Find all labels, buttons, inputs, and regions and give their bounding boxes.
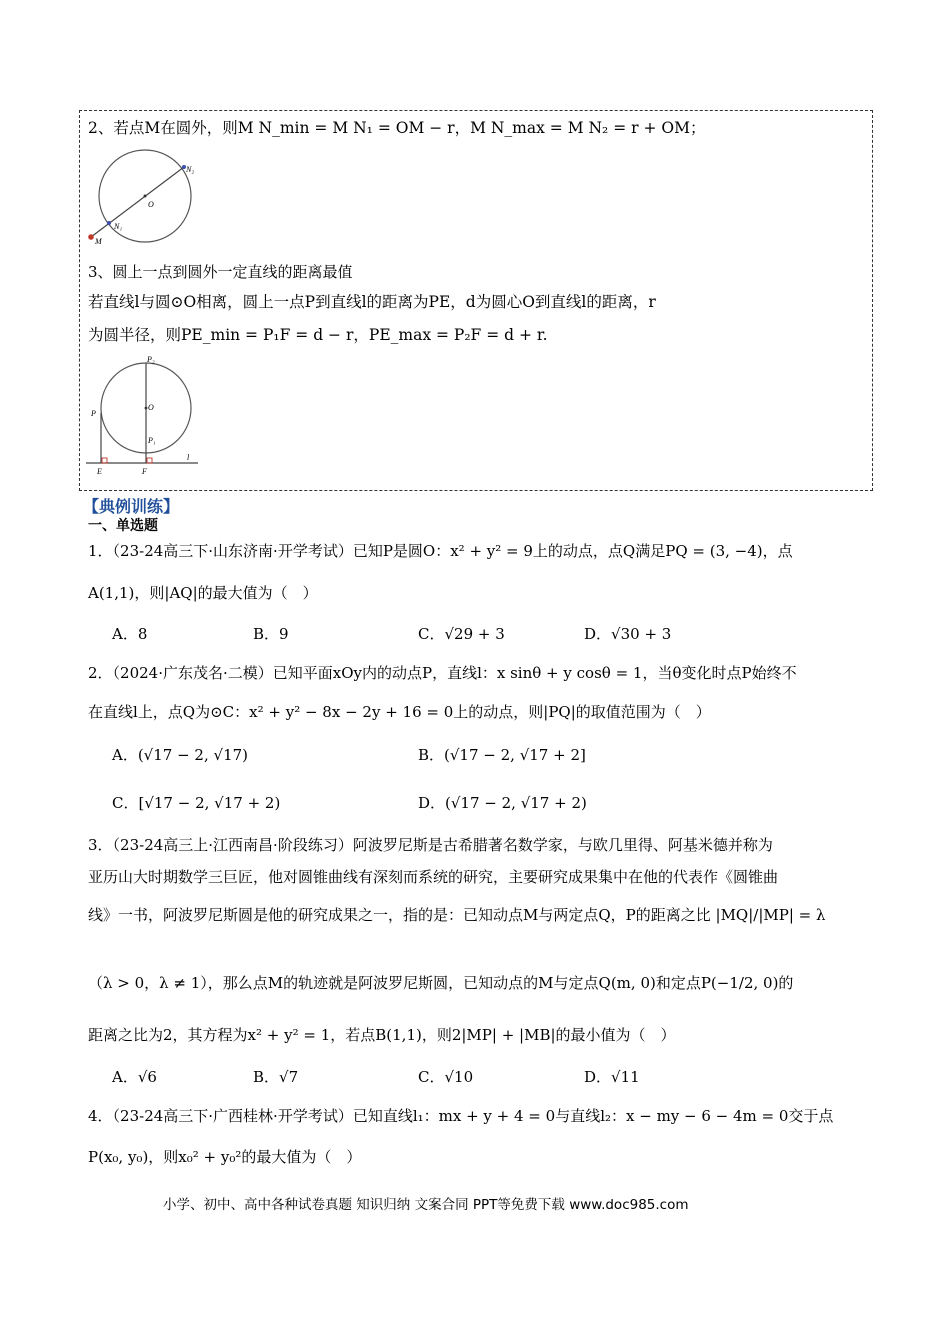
figure-point-outside-circle bbox=[82, 145, 202, 250]
label-o: O bbox=[148, 200, 154, 209]
figure-circle-line-distance bbox=[84, 350, 204, 478]
q3-option-d: D．√11 bbox=[584, 1068, 640, 1086]
q2-line2: 在直线l上，点Q为⊙C：x² + y² − 8x − 2y + 16 = 0上的动点，则|PQ|的取值范围为（ ） bbox=[88, 703, 711, 721]
q3-line1: 3．（23-24高三上·江西南昌·阶段练习）阿波罗尼斯是古希腊著名数学家，与欧几里得、阿基米德并称为 bbox=[88, 836, 773, 854]
q4-line1: 4．（23-24高三下·广西桂林·开学考试）已知直线l₁：mx + y + 4 = 0与直线l₂：x − my − 6 − 4m = 0交于点 bbox=[88, 1107, 834, 1125]
label-p2: P₂ bbox=[147, 355, 155, 364]
q2-option-d: D．(√17 − 2, √17 + 2) bbox=[418, 794, 587, 812]
box-item-3-title: 3、圆上一点到圆外一定直线的距离最值 bbox=[88, 263, 353, 281]
label-p: P bbox=[91, 409, 96, 418]
q3-line5: 距离之比为2，其方程为x² + y² = 1，若点B(1,1)，则2|MP| + |MB|的最小值为（ ） bbox=[88, 1026, 676, 1044]
section-title: 【典例训练】 bbox=[83, 497, 180, 516]
box-item-2: 2、若点M在圆外，则M N_min = M N₁ = OM − r，M N_max = M N₂ = r + OM； bbox=[88, 119, 706, 137]
label-m: M bbox=[95, 237, 102, 246]
center-o bbox=[145, 407, 148, 410]
q3-line4: （λ > 0，λ ≠ 1），那么点M的轨迹就是阿波罗尼斯圆，已知动点的M与定点Q(m, 0)和定点P(−1/2, 0)的 bbox=[88, 974, 794, 992]
q1-option-d: D．√30 + 3 bbox=[584, 625, 672, 643]
q3-option-c: C．√10 bbox=[418, 1068, 474, 1086]
line-m-n2 bbox=[91, 167, 184, 237]
q1-line1: 1．（23-24高三下·山东济南·开学考试）已知P是圆O：x² + y² = 9上的动点，点Q满足PQ = (3, −4)，点 bbox=[88, 542, 793, 560]
label-o: O bbox=[148, 403, 154, 412]
q1-option-a: A．8 bbox=[112, 625, 148, 643]
right-angle-f bbox=[147, 458, 152, 463]
point-m bbox=[88, 234, 94, 240]
q2-option-a: A．(√17 − 2, √17) bbox=[112, 746, 249, 764]
box-item-3-line2: 为圆半径，则PE_min = P₁F = d − r，PE_max = P₂F = d + r. bbox=[88, 326, 548, 344]
label-n2: N₂ bbox=[186, 165, 195, 174]
right-angle-e bbox=[102, 458, 107, 463]
label-n1: N₁ bbox=[114, 222, 123, 231]
q2-option-c: C．[√17 − 2, √17 + 2) bbox=[112, 794, 281, 812]
point-n1 bbox=[107, 221, 111, 225]
footer-text: 小学、初中、高中各种试卷真题 知识归纳 文案合同 PPT等免费下载 www.doc985.com bbox=[163, 1197, 689, 1213]
label-e: E bbox=[97, 467, 102, 476]
label-l: l bbox=[187, 453, 190, 462]
q4-line2: P(x₀, y₀)，则x₀² + y₀²的最大值为（ ） bbox=[88, 1148, 362, 1166]
q1-line2: A(1,1)，则|AQ|的最大值为（ ） bbox=[88, 584, 318, 602]
q2-line1: 2．（2024·广东茂名·二模）已知平面xOy内的动点P，直线l：x sinθ + y cosθ = 1，当θ变化时点P始终不 bbox=[88, 664, 797, 682]
q1-option-c: C．√29 + 3 bbox=[418, 625, 505, 643]
label-p1: P₁ bbox=[148, 436, 156, 445]
q3-option-a: A．√6 bbox=[112, 1068, 157, 1086]
q1-option-b: B．9 bbox=[253, 625, 289, 643]
label-f: F bbox=[142, 467, 147, 476]
subsection-title: 一、单选题 bbox=[88, 518, 158, 534]
q3-line2: 亚历山大时期数学三巨匠，他对圆锥曲线有深刻而系统的研究，主要研究成果集中在他的代表作《圆锥曲 bbox=[88, 868, 779, 886]
q2-option-b: B．(√17 − 2, √17 + 2] bbox=[418, 746, 586, 764]
box-item-3-line1: 若直线l与圆⊙O相离，圆上一点P到直线l的距离为PE，d为圆心O到直线l的距离，r bbox=[88, 293, 656, 311]
q3-option-b: B．√7 bbox=[253, 1068, 299, 1086]
center-o bbox=[144, 195, 147, 198]
q3-line3: 线》一书，阿波罗尼斯圆是他的研究成果之一，指的是：已知动点M与两定点Q，P的距离之比 |MQ|/|MP| = λ bbox=[88, 906, 826, 924]
